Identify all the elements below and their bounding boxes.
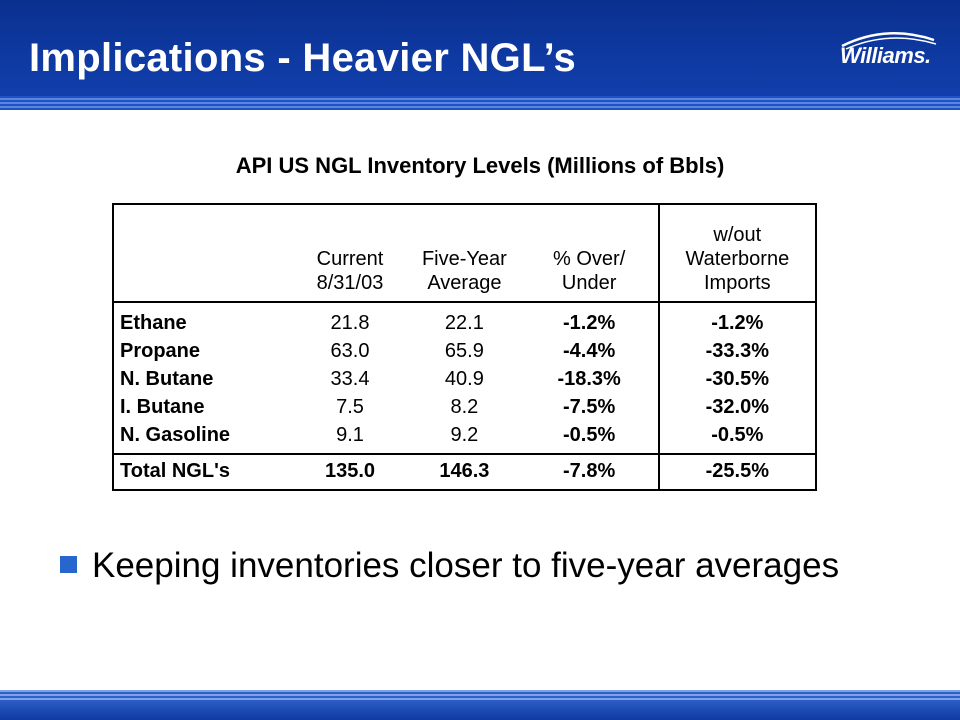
row-pct: -0.5% — [563, 424, 616, 446]
row-pct: -1.2% — [563, 312, 616, 334]
row-without: -32.0% — [659, 393, 816, 421]
header-pct: % Over/ Under — [521, 204, 659, 302]
header-current: Current 8/31/03 — [292, 204, 408, 302]
row-name: I. Butane — [120, 396, 205, 418]
table-total-row — [113, 454, 816, 490]
row-current: 21.8 — [330, 312, 370, 334]
slide-footer — [0, 690, 960, 720]
row-without: -1.2% — [659, 302, 816, 337]
table-header-row — [113, 204, 816, 302]
row-average: 8.2 — [450, 396, 479, 418]
row-average: 65.9 — [444, 340, 484, 362]
table-title: API US NGL Inventory Levels (Millions of Bbls) — [235, 153, 725, 178]
row-average: 40.9 — [444, 368, 484, 390]
row-current: 7.5 — [336, 396, 364, 418]
slide-header — [0, 0, 960, 110]
square-bullet-icon — [60, 556, 77, 573]
table-row — [113, 302, 816, 337]
table-row — [113, 421, 816, 454]
row-current: 33.4 — [330, 368, 370, 390]
row-name: Ethane — [120, 312, 187, 334]
row-pct: -4.4% — [563, 340, 616, 362]
bullet-text: Keeping inventories closer to five-year averages — [92, 546, 840, 585]
total-average: 146.3 — [408, 454, 520, 490]
row-without: -30.5% — [659, 365, 816, 393]
row-name: N. Gasoline — [120, 424, 231, 446]
logo-text: Williams. — [840, 43, 931, 68]
row-average: 22.1 — [444, 312, 484, 334]
slide-title: Implications - Heavier NGL’s — [29, 36, 577, 80]
row-name: Propane — [120, 340, 201, 362]
row-without: -33.3% — [659, 337, 816, 365]
row-name: N. Butane — [120, 368, 214, 390]
total-name: Total NGL's — [113, 454, 292, 490]
table-row — [113, 337, 816, 365]
row-pct: -18.3% — [557, 368, 621, 390]
total-pct: -7.8% — [521, 454, 659, 490]
row-without: -0.5% — [659, 421, 816, 454]
header-blank — [113, 204, 292, 302]
header-without: w/out Waterborne Imports — [659, 204, 816, 302]
row-average: 9.2 — [450, 424, 479, 446]
header-average: Five-Year Average — [408, 204, 520, 302]
inventory-table — [112, 203, 817, 491]
table-row — [113, 365, 816, 393]
table-row — [113, 393, 816, 421]
row-current: 63.0 — [330, 340, 370, 362]
row-current: 9.1 — [336, 424, 364, 446]
row-pct: -7.5% — [563, 396, 616, 418]
total-without: -25.5% — [659, 454, 816, 490]
total-current: 135.0 — [292, 454, 408, 490]
williams-logo — [836, 28, 940, 76]
